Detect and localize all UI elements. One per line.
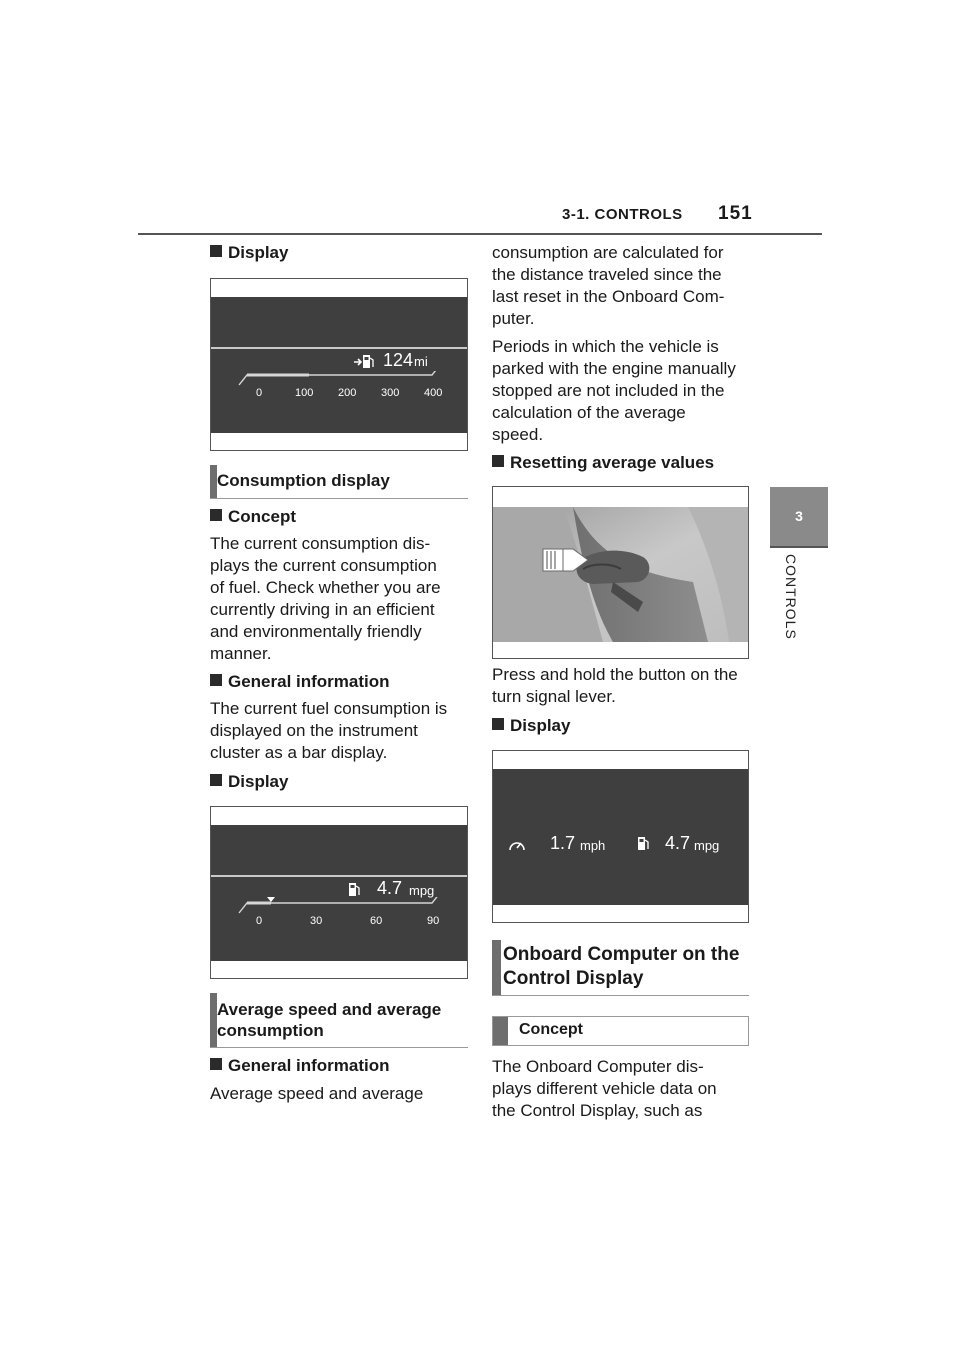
- scale-tick: 200: [338, 387, 357, 399]
- heading-display-1: Display: [210, 243, 288, 263]
- general-information-paragraph-2: Average speed and average: [210, 1084, 424, 1103]
- heading-general-information-1: General information: [210, 672, 390, 692]
- average-speed-value: 1.7: [550, 833, 576, 853]
- section-box-onboard-computer: [492, 940, 749, 996]
- range-value: 124: [383, 350, 414, 370]
- consumption-unit: mpg: [409, 883, 435, 898]
- fuel-pump-icon: [637, 835, 651, 853]
- display-screen: [211, 297, 467, 433]
- onboard-computer-paragraph: The Onboard Computer dis- plays different vehicle data on the Control Display, such as: [492, 1057, 717, 1120]
- figure-average-display: [492, 750, 749, 923]
- scale-tick: 30: [310, 915, 323, 927]
- heading-concept: Concept: [210, 507, 296, 527]
- chapter-tab: 3: [770, 487, 828, 546]
- press-hold-paragraph: Press and hold the button on the turn signal lever.: [492, 665, 738, 706]
- consumption-scale-bar: [237, 897, 447, 915]
- section-box-average-speed: [210, 993, 468, 1048]
- heading-resetting-average-values: Resetting average values: [492, 453, 714, 473]
- average-speed-unit: mph: [580, 838, 606, 853]
- heading-display-2: Display: [210, 772, 288, 792]
- section-title: Concept: [519, 1021, 583, 1038]
- section-title: Consumption display: [217, 471, 390, 490]
- scale-tick: 60: [370, 915, 383, 927]
- speedometer-icon: [508, 837, 526, 853]
- figure-consumption-display: [210, 806, 468, 979]
- figure-turn-signal-lever: [492, 486, 749, 659]
- consumption-value: 4.7: [377, 878, 403, 898]
- display-screen: [211, 825, 467, 961]
- display-screen: [493, 769, 748, 905]
- section-title: Onboard Computer on the Control Display: [503, 944, 740, 989]
- scale-tick: 100: [295, 387, 314, 399]
- section-title: 3-1. CONTROLS: [562, 206, 683, 223]
- fuel-range-icon: [353, 353, 375, 371]
- header-rule: [138, 233, 822, 235]
- heading-display-3: Display: [492, 716, 570, 736]
- scale-tick: 300: [381, 387, 400, 399]
- average-calc-paragraph: consumption are calculated for the distance traveled since the last reset in the Onboard Com- puter.: [492, 243, 725, 328]
- average-consumption-value: 4.7: [665, 833, 691, 853]
- section-box-concept: [492, 1016, 749, 1046]
- average-consumption-unit: mpg: [694, 838, 720, 853]
- parked-periods-paragraph: Periods in which the vehicle is parked with the engine manually stopped are not included in the calculation of the average speed.: [492, 337, 736, 444]
- turn-signal-lever-button-icon: [493, 487, 748, 658]
- chapter-side-label: CONTROLS: [783, 554, 799, 640]
- scale-tick: 0: [256, 915, 263, 927]
- scale-tick: 0: [256, 387, 263, 399]
- page-number: 151: [718, 203, 753, 224]
- section-title: Average speed and average consumption: [217, 1000, 442, 1040]
- range-scale-bar: [237, 371, 447, 387]
- heading-general-information-2: General information: [210, 1056, 390, 1076]
- figure-range-display: [210, 278, 468, 451]
- scale-tick: 400: [424, 387, 443, 399]
- divider-line: [211, 347, 467, 349]
- divider-line: [211, 875, 467, 877]
- scale-tick: 90: [427, 915, 440, 927]
- general-information-paragraph-1: The current fuel consumption is displayed on the instrument cluster as a bar display.: [210, 699, 448, 762]
- concept-paragraph: The current consumption dis- plays the current consumption of fuel. Check whether you are currently driving in an efficient and environmentally friendly manner.: [210, 534, 441, 663]
- section-box-consumption-display: [210, 465, 468, 499]
- range-unit: mi: [414, 354, 428, 369]
